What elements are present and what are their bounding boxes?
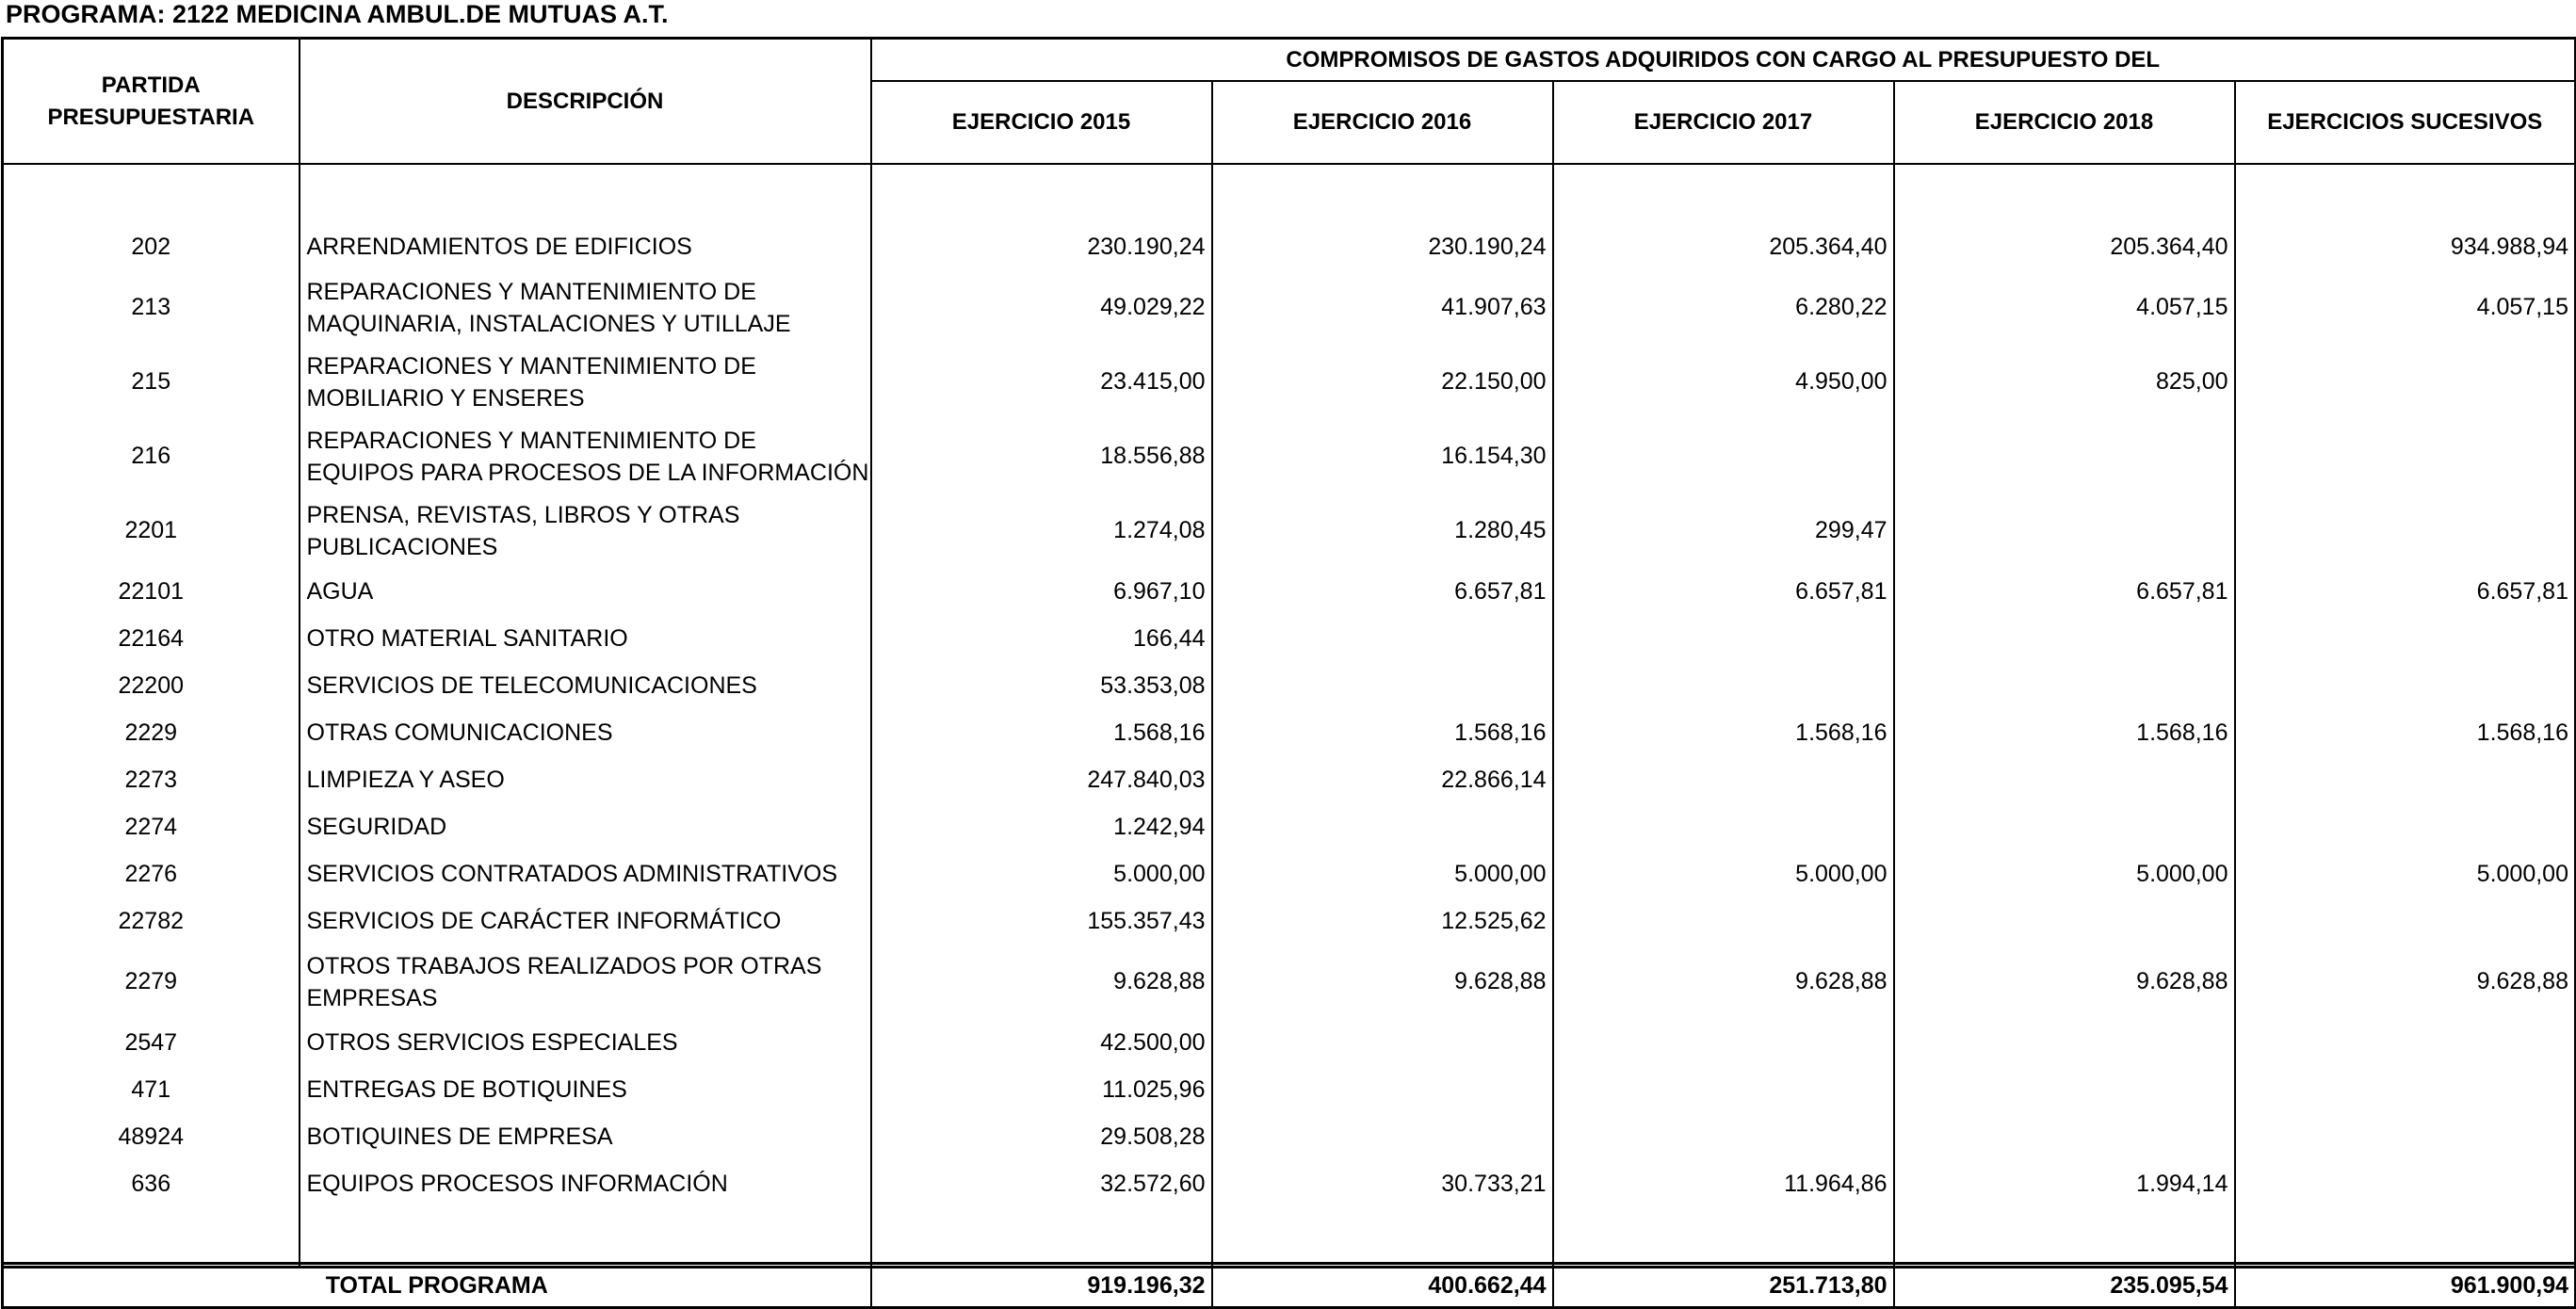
value-2016: 9.628,88 — [1212, 945, 1553, 1019]
value-2015: 18.556,88 — [871, 419, 1212, 493]
value-2016: 41.907,63 — [1212, 270, 1553, 345]
partida-code: 22101 — [3, 568, 300, 615]
descripcion-cell: REPARACIONES Y MANTENIMIENTO DE MAQUINARIA, INSTALACIONES Y UTILLAJE — [300, 270, 871, 345]
value-2017 — [1553, 756, 1894, 803]
descripcion-cell: OTROS TRABAJOS REALIZADOS POR OTRAS EMPRESAS — [300, 945, 871, 1019]
descripcion-cell: OTROS SERVICIOS ESPECIALES — [300, 1019, 871, 1066]
value-2016 — [1212, 1113, 1553, 1160]
value-2016 — [1212, 803, 1553, 850]
partida-code: 22164 — [3, 615, 300, 662]
value-2017 — [1553, 615, 1894, 662]
table-row — [3, 709, 2576, 756]
value-2018: 1.994,14 — [1894, 1160, 2235, 1207]
total-value-2017: 251.713,80 — [1553, 1264, 1894, 1308]
descripcion-cell: AGUA — [300, 568, 871, 615]
value-2016: 230.190,24 — [1212, 223, 1553, 270]
value-2016: 1.280,45 — [1212, 493, 1553, 568]
partida-code: 215 — [3, 345, 300, 419]
value-2017: 1.568,16 — [1553, 709, 1894, 756]
header-year-2018: EJERCICIO 2018 — [1894, 81, 2235, 164]
value-2017 — [1553, 803, 1894, 850]
value-2015: 29.508,28 — [871, 1113, 1212, 1160]
descripcion-cell: SERVICIOS DE CARÁCTER INFORMÁTICO — [300, 897, 871, 945]
value-sucesivos — [2235, 897, 2576, 945]
value-2017 — [1553, 662, 1894, 709]
value-2015: 6.967,10 — [871, 568, 1212, 615]
table-row — [3, 1160, 2576, 1207]
value-2017: 5.000,00 — [1553, 850, 1894, 897]
total-value-sucesivos: 961.900,94 — [2235, 1264, 2576, 1308]
value-2015: 5.000,00 — [871, 850, 1212, 897]
header-year-2015: EJERCICIO 2015 — [871, 81, 1212, 164]
value-2018: 6.657,81 — [1894, 568, 2235, 615]
partida-code: 202 — [3, 223, 300, 270]
table-row — [3, 615, 2576, 662]
value-2018: 5.000,00 — [1894, 850, 2235, 897]
partida-code: 22200 — [3, 662, 300, 709]
table-row — [3, 270, 2576, 345]
value-sucesivos — [2235, 493, 2576, 568]
descripcion-cell: REPARACIONES Y MANTENIMIENTO DE EQUIPOS PARA PROCESOS DE LA INFORMACIÓN — [300, 419, 871, 493]
descripcion-cell: ENTREGAS DE BOTIQUINES — [300, 1066, 871, 1113]
value-sucesivos — [2235, 1113, 2576, 1160]
descripcion-cell: OTRAS COMUNICACIONES — [300, 709, 871, 756]
value-sucesivos — [2235, 345, 2576, 419]
value-2017: 299,47 — [1553, 493, 1894, 568]
total-row — [3, 1264, 2576, 1308]
value-2016: 6.657,81 — [1212, 568, 1553, 615]
value-2015: 49.029,22 — [871, 270, 1212, 345]
table-row — [3, 223, 2576, 270]
header-compromisos: COMPROMISOS DE GASTOS ADQUIRIDOS CON CARGO AL PRESUPUESTO DEL — [871, 39, 2576, 82]
value-sucesivos: 9.628,88 — [2235, 945, 2576, 1019]
table-row — [3, 419, 2576, 493]
value-2016: 30.733,21 — [1212, 1160, 1553, 1207]
value-2018 — [1894, 1113, 2235, 1160]
descripcion-cell: OTRO MATERIAL SANITARIO — [300, 615, 871, 662]
value-2016 — [1212, 1066, 1553, 1113]
value-2017: 6.280,22 — [1553, 270, 1894, 345]
partida-code: 2273 — [3, 756, 300, 803]
value-sucesivos: 4.057,15 — [2235, 270, 2576, 345]
value-2016 — [1212, 615, 1553, 662]
value-2015: 1.274,08 — [871, 493, 1212, 568]
value-2018 — [1894, 662, 2235, 709]
partida-code: 216 — [3, 419, 300, 493]
table-row — [3, 945, 2576, 1019]
value-2015: 166,44 — [871, 615, 1212, 662]
value-2016: 1.568,16 — [1212, 709, 1553, 756]
partida-code: 213 — [3, 270, 300, 345]
partida-code: 22782 — [3, 897, 300, 945]
value-2015: 23.415,00 — [871, 345, 1212, 419]
partida-code: 2229 — [3, 709, 300, 756]
descripcion-cell: PRENSA, REVISTAS, LIBROS Y OTRAS PUBLICACIONES — [300, 493, 871, 568]
descripcion-cell: ARRENDAMIENTOS DE EDIFICIOS — [300, 223, 871, 270]
commitments-table — [1, 37, 2576, 1269]
value-sucesivos: 6.657,81 — [2235, 568, 2576, 615]
value-2016: 22.866,14 — [1212, 756, 1553, 803]
value-2017 — [1553, 897, 1894, 945]
total-label: TOTAL PROGRAMA — [3, 1264, 871, 1308]
value-2018 — [1894, 756, 2235, 803]
descripcion-cell: LIMPIEZA Y ASEO — [300, 756, 871, 803]
value-2016: 12.525,62 — [1212, 897, 1553, 945]
value-2015: 1.242,94 — [871, 803, 1212, 850]
value-sucesivos: 1.568,16 — [2235, 709, 2576, 756]
value-2015: 247.840,03 — [871, 756, 1212, 803]
value-2015: 155.357,43 — [871, 897, 1212, 945]
descripcion-cell: REPARACIONES Y MANTENIMIENTO DE MOBILIARIO Y ENSERES — [300, 345, 871, 419]
partida-code: 636 — [3, 1160, 300, 1207]
value-2018 — [1894, 419, 2235, 493]
descripcion-cell: BOTIQUINES DE EMPRESA — [300, 1113, 871, 1160]
value-2015: 42.500,00 — [871, 1019, 1212, 1066]
value-2018: 205.364,40 — [1894, 223, 2235, 270]
value-2015: 32.572,60 — [871, 1160, 1212, 1207]
value-2015: 53.353,08 — [871, 662, 1212, 709]
value-sucesivos — [2235, 662, 2576, 709]
value-2018: 4.057,15 — [1894, 270, 2235, 345]
header-partida: PARTIDA PRESUPUESTARIA — [3, 39, 300, 165]
table-row — [3, 850, 2576, 897]
table-row — [3, 897, 2576, 945]
header-year-2017: EJERCICIO 2017 — [1553, 81, 1894, 164]
table-row — [3, 662, 2576, 709]
table-row — [3, 568, 2576, 615]
value-sucesivos — [2235, 1160, 2576, 1207]
value-sucesivos — [2235, 803, 2576, 850]
total-value-2018: 235.095,54 — [1894, 1264, 2235, 1308]
header-year-2016: EJERCICIO 2016 — [1212, 81, 1553, 164]
descripcion-cell: SERVICIOS CONTRATADOS ADMINISTRATIVOS — [300, 850, 871, 897]
table-row — [3, 1113, 2576, 1160]
table-row — [3, 1066, 2576, 1113]
value-2016: 22.150,00 — [1212, 345, 1553, 419]
value-2018 — [1894, 615, 2235, 662]
value-sucesivos — [2235, 615, 2576, 662]
descripcion-cell: EQUIPOS PROCESOS INFORMACIÓN — [300, 1160, 871, 1207]
value-sucesivos — [2235, 419, 2576, 493]
value-2015: 1.568,16 — [871, 709, 1212, 756]
header-descripcion: DESCRIPCIÓN — [300, 39, 871, 165]
value-2018 — [1894, 493, 2235, 568]
value-2018: 825,00 — [1894, 345, 2235, 419]
value-2016 — [1212, 662, 1553, 709]
value-2018 — [1894, 803, 2235, 850]
value-2017 — [1553, 1066, 1894, 1113]
descripcion-cell: SERVICIOS DE TELECOMUNICACIONES — [300, 662, 871, 709]
partida-code: 2276 — [3, 850, 300, 897]
value-2018 — [1894, 1019, 2235, 1066]
partida-code: 2274 — [3, 803, 300, 850]
value-2017 — [1553, 1113, 1894, 1160]
total-table — [1, 1262, 2576, 1309]
partida-code: 2279 — [3, 945, 300, 1019]
total-value-2015: 919.196,32 — [871, 1264, 1212, 1308]
page-title: PROGRAMA: 2122 MEDICINA AMBUL.DE MUTUAS A.T. — [6, 0, 669, 28]
table-row — [3, 1019, 2576, 1066]
value-sucesivos — [2235, 1066, 2576, 1113]
partida-code: 2547 — [3, 1019, 300, 1066]
partida-code: 471 — [3, 1066, 300, 1113]
partida-code: 48924 — [3, 1113, 300, 1160]
table-row — [3, 756, 2576, 803]
total-value-2016: 400.662,44 — [1212, 1264, 1553, 1308]
value-2017 — [1553, 1019, 1894, 1066]
value-2017: 205.364,40 — [1553, 223, 1894, 270]
table-row — [3, 493, 2576, 568]
descripcion-cell: SEGURIDAD — [300, 803, 871, 850]
table-body — [3, 164, 2576, 1268]
header-years-sucesivos: EJERCICIOS SUCESIVOS — [2235, 81, 2576, 164]
value-2017: 6.657,81 — [1553, 568, 1894, 615]
table-row — [3, 345, 2576, 419]
value-sucesivos: 934.988,94 — [2235, 223, 2576, 270]
value-2017 — [1553, 419, 1894, 493]
value-2015: 11.025,96 — [871, 1066, 1212, 1113]
value-2016: 5.000,00 — [1212, 850, 1553, 897]
value-2015: 230.190,24 — [871, 223, 1212, 270]
table-row — [3, 803, 2576, 850]
partida-code: 2201 — [3, 493, 300, 568]
value-sucesivos: 5.000,00 — [2235, 850, 2576, 897]
value-2016: 16.154,30 — [1212, 419, 1553, 493]
value-2017: 9.628,88 — [1553, 945, 1894, 1019]
value-2015: 9.628,88 — [871, 945, 1212, 1019]
value-2018: 9.628,88 — [1894, 945, 2235, 1019]
value-2016 — [1212, 1019, 1553, 1066]
value-sucesivos — [2235, 1019, 2576, 1066]
value-2017: 11.964,86 — [1553, 1160, 1894, 1207]
value-2018: 1.568,16 — [1894, 709, 2235, 756]
value-2018 — [1894, 897, 2235, 945]
value-sucesivos — [2235, 756, 2576, 803]
value-2018 — [1894, 1066, 2235, 1113]
value-2017: 4.950,00 — [1553, 345, 1894, 419]
